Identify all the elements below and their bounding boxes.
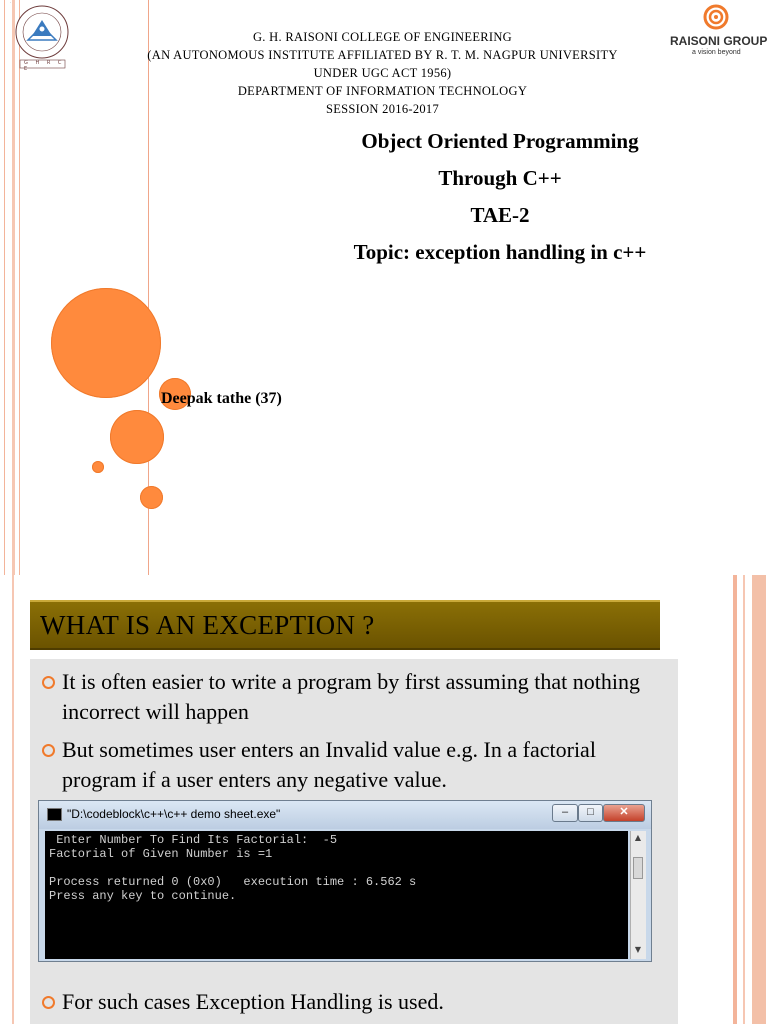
decor-circle-large (51, 288, 161, 398)
college-logo-ring-text: G. (10, 2, 11, 3)
decor-circle-medium (110, 410, 164, 464)
minimize-button[interactable]: – (552, 804, 578, 822)
decor-stripe (12, 0, 15, 575)
slide-body (30, 659, 678, 1024)
college-name: G. H. RAISONI COLLEGE OF ENGINEERING (252, 30, 513, 44)
assessment-label: TAE-2 (470, 203, 530, 227)
console-line: Factorial of Given Number is =1 (49, 847, 273, 861)
console-window-title: "D:\codeblock\c++\c++ demo sheet.exe" (67, 807, 281, 821)
console-titlebar (39, 801, 651, 829)
college-logo (10, 2, 75, 74)
bullet-text: But sometimes user enters an Invalid value e.g. In a factorial program if a user enters any negative value. (62, 737, 596, 792)
bullet-circle-icon (42, 676, 55, 689)
subject-title: Object Oriented Programming (361, 129, 639, 153)
subject-subtitle: Through C++ (438, 166, 562, 190)
close-button[interactable]: ✕ (603, 804, 645, 822)
scroll-down-icon[interactable]: ▼ (634, 945, 642, 954)
decor-stripe (19, 0, 20, 575)
console-line: Process returned 0 (0x0) execution time : 6.562 s (49, 875, 417, 889)
bullet-item (42, 735, 662, 795)
decor-stripe (752, 575, 766, 1024)
college-logo-bottom: G H R C E (24, 60, 65, 72)
affiliation: (AN AUTONOMOUS INSTITUTE AFFILIATED BY R. T. M. NAGPUR UNIVERSITY (147, 48, 618, 62)
raisoni-brand: RAISONI GROUP (670, 34, 768, 48)
console-app-icon (47, 808, 62, 821)
decor-stripe (743, 575, 745, 1024)
decor-stripe (12, 575, 14, 1024)
affiliation-cont: UNDER UGC ACT 1956) (313, 66, 452, 80)
decor-circle-small (140, 486, 163, 509)
maximize-button[interactable]: □ (578, 804, 603, 822)
bullet-item (42, 667, 662, 727)
console-line: Press any key to continue. (49, 889, 237, 903)
console-scrollbar[interactable] (630, 831, 646, 959)
decor-circle-tiny (92, 461, 104, 473)
content-slide (0, 575, 768, 1024)
department: DEPARTMENT OF INFORMATION TECHNOLOGY (237, 84, 528, 98)
bullet-circle-icon (42, 996, 55, 1009)
decor-stripe (4, 0, 5, 575)
bullet-item (42, 987, 662, 1017)
decor-stripe (733, 575, 737, 1024)
topic-title: Topic: exception handling in c++ (353, 240, 647, 264)
slide-title-bar (30, 600, 660, 650)
slide-title: WHAT IS AN EXCEPTION ? (40, 610, 375, 640)
raisoni-group-logo (666, 2, 766, 62)
bullet-text: It is often easier to write a program by first assuming that nothing incorrect will happen (62, 669, 640, 724)
author-name: Deepak tathe (37) (161, 390, 282, 407)
raisoni-tagline: a vision beyond (692, 49, 741, 56)
scroll-thumb[interactable] (633, 857, 643, 879)
session: SESSION 2016-2017 (325, 102, 440, 116)
console-window (38, 800, 652, 962)
scroll-up-icon[interactable]: ▲ (634, 833, 642, 842)
bullet-circle-icon (42, 744, 55, 757)
console-line: Enter Number To Find Its Factorial: -5 (49, 833, 338, 847)
console-output (45, 831, 628, 959)
bullet-text: For such cases Exception Handling is used. (62, 989, 444, 1014)
